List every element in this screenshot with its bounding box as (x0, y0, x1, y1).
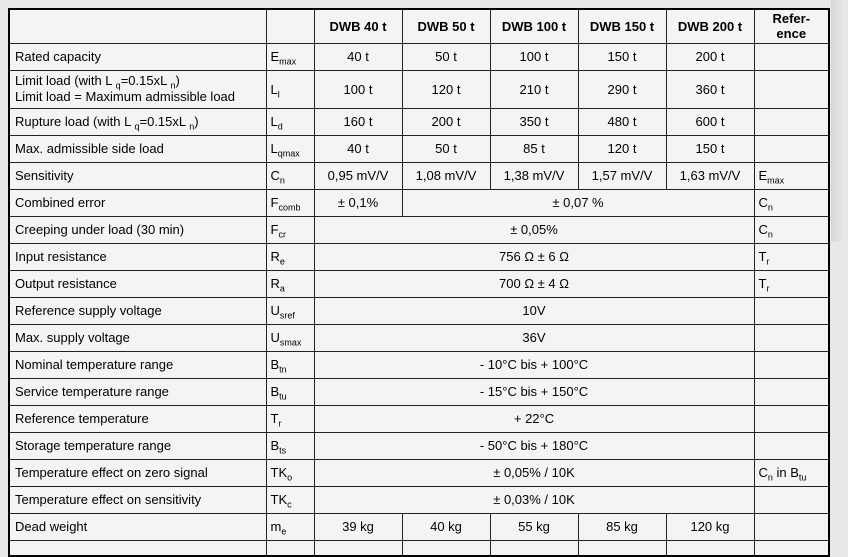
value-cell: ± 0,05% / 10K (314, 459, 754, 486)
spec-label-cell: Creeping under load (30 min) (9, 216, 266, 243)
value-cell: - 10°C bis + 100°C (314, 351, 754, 378)
value-cell: 360 t (666, 70, 754, 108)
spec-label-cell: Input resistance (9, 243, 266, 270)
spec-label-cell: Sensitivity (9, 162, 266, 189)
reference-header-cell: Refer- ence (754, 9, 829, 43)
value-cell: 120 kg (666, 513, 754, 540)
reference-cell: $C_n$ (754, 189, 829, 216)
spec-row (9, 216, 829, 243)
value-cell: 100 t (490, 43, 578, 70)
value-cell: ± 0,05% (314, 216, 754, 243)
spec-row (9, 108, 829, 135)
spec-label-cell: Reference supply voltage (9, 297, 266, 324)
value-cell: 1,63 mV/V (666, 162, 754, 189)
reference-cell: $C_n$ (754, 216, 829, 243)
value-cell: 200 t (666, 43, 754, 70)
empty-cell (314, 540, 402, 556)
empty-cell (266, 540, 314, 556)
empty-cell (402, 540, 490, 556)
spec-table-body (9, 43, 829, 556)
value-cell: 756 Ω ± 6 Ω (314, 243, 754, 270)
value-cell: 39 kg (314, 513, 402, 540)
value-cell: 150 t (578, 43, 666, 70)
spec-label-cell: Max. supply voltage (9, 324, 266, 351)
empty-cell (754, 540, 829, 556)
spec-row (9, 297, 829, 324)
spec-label-cell: Output resistance (9, 270, 266, 297)
value-cell: 10V (314, 297, 754, 324)
spec-row (9, 324, 829, 351)
symbol-cell: $TK_o$ (266, 459, 314, 486)
spec-label-cell: Limit load (with L $_q$=0.15xL $_n$) Limit load = Maximum admissible load (9, 70, 266, 108)
spec-table-header (9, 9, 829, 43)
spec-row (9, 486, 829, 513)
value-cell: - 15°C bis + 150°C (314, 378, 754, 405)
symbol-header-cell (266, 9, 314, 43)
spec-row (9, 405, 829, 432)
spec-label-cell: Storage temperature range (9, 432, 266, 459)
value-cell: 50 t (402, 135, 490, 162)
spec-label-cell: Max. admissible side load (9, 135, 266, 162)
value-cell: 600 t (666, 108, 754, 135)
page-edge-shadow (831, 0, 842, 242)
spec-label-cell: Temperature effect on zero signal (9, 459, 266, 486)
spec-row (9, 432, 829, 459)
value-cell: 480 t (578, 108, 666, 135)
reference-cell: $T_r$ (754, 243, 829, 270)
reference-cell (754, 297, 829, 324)
symbol-cell: $C_n$ (266, 162, 314, 189)
empty-cell (578, 540, 666, 556)
empty-cell (490, 540, 578, 556)
model-header-cell: DWB 40 t (314, 9, 402, 43)
value-cell: ± 0,1% (314, 189, 402, 216)
value-cell: 85 t (490, 135, 578, 162)
spec-row (9, 70, 829, 108)
reference-cell (754, 70, 829, 108)
value-cell: 350 t (490, 108, 578, 135)
spec-label-cell: Rupture load (with L $_q$=0.15xL $_n$) (9, 108, 266, 135)
reference-cell: $T_r$ (754, 270, 829, 297)
model-header-cell: DWB 100 t (490, 9, 578, 43)
spec-row (9, 270, 829, 297)
symbol-cell: $U_{sref}$ (266, 297, 314, 324)
spec-label-cell: Combined error (9, 189, 266, 216)
symbol-cell: $R_e$ (266, 243, 314, 270)
symbol-cell: $U_{smax}$ (266, 324, 314, 351)
symbol-cell: $L_{qmax}$ (266, 135, 314, 162)
value-cell: 1,57 mV/V (578, 162, 666, 189)
symbol-cell: $B_{tn}$ (266, 351, 314, 378)
spec-row (9, 378, 829, 405)
partial-row (9, 540, 829, 556)
reference-cell (754, 486, 829, 513)
symbol-cell: $L_l$ (266, 70, 314, 108)
value-cell: 40 kg (402, 513, 490, 540)
value-cell: 1,08 mV/V (402, 162, 490, 189)
spec-row (9, 459, 829, 486)
value-cell: 290 t (578, 70, 666, 108)
model-header-cell: DWB 150 t (578, 9, 666, 43)
value-cell: 36V (314, 324, 754, 351)
empty-cell (666, 540, 754, 556)
spec-label-cell: Service temperature range (9, 378, 266, 405)
reference-cell (754, 351, 829, 378)
spec-table (8, 8, 830, 557)
model-header-cell: DWB 50 t (402, 9, 490, 43)
spec-row (9, 189, 829, 216)
reference-cell (754, 513, 829, 540)
value-cell: 700 Ω ± 4 Ω (314, 270, 754, 297)
reference-cell: $C_n$ in $B_{tu}$ (754, 459, 829, 486)
spec-label-cell: Dead weight (9, 513, 266, 540)
spec-label-cell: Reference temperature (9, 405, 266, 432)
reference-cell (754, 135, 829, 162)
spec-label-cell: Temperature effect on sensitivity (9, 486, 266, 513)
reference-cell (754, 378, 829, 405)
symbol-cell: $F_{cr}$ (266, 216, 314, 243)
value-cell: 150 t (666, 135, 754, 162)
value-cell: 1,38 mV/V (490, 162, 578, 189)
value-cell: 120 t (578, 135, 666, 162)
symbol-cell: $B_{tu}$ (266, 378, 314, 405)
empty-cell (9, 540, 266, 556)
reference-cell (754, 43, 829, 70)
symbol-cell: $m_e$ (266, 513, 314, 540)
value-cell: 40 t (314, 135, 402, 162)
reference-cell (754, 324, 829, 351)
value-cell: 160 t (314, 108, 402, 135)
value-cell: 100 t (314, 70, 402, 108)
symbol-cell: $E_{max}$ (266, 43, 314, 70)
value-cell: 50 t (402, 43, 490, 70)
value-cell: ± 0,07 % (402, 189, 754, 216)
spec-row (9, 351, 829, 378)
value-cell: - 50°C bis + 180°C (314, 432, 754, 459)
value-cell: 210 t (490, 70, 578, 108)
spec-row (9, 162, 829, 189)
label-header-cell (9, 9, 266, 43)
spec-row (9, 243, 829, 270)
reference-cell (754, 405, 829, 432)
value-cell: 40 t (314, 43, 402, 70)
symbol-cell: $T_r$ (266, 405, 314, 432)
symbol-cell: $F_{comb}$ (266, 189, 314, 216)
spec-row (9, 135, 829, 162)
spec-row (9, 513, 829, 540)
symbol-cell: $TK_c$ (266, 486, 314, 513)
reference-cell (754, 432, 829, 459)
value-cell: 200 t (402, 108, 490, 135)
value-cell: 55 kg (490, 513, 578, 540)
value-cell: + 22°C (314, 405, 754, 432)
spec-row (9, 43, 829, 70)
value-cell: 120 t (402, 70, 490, 108)
spec-label-cell: Rated capacity (9, 43, 266, 70)
value-cell: ± 0,03% / 10K (314, 486, 754, 513)
reference-cell: $E_{max}$ (754, 162, 829, 189)
model-header-cell: DWB 200 t (666, 9, 754, 43)
spec-label-cell: Nominal temperature range (9, 351, 266, 378)
symbol-cell: $B_{ts}$ (266, 432, 314, 459)
reference-cell (754, 108, 829, 135)
value-cell: 85 kg (578, 513, 666, 540)
symbol-cell: $L_d$ (266, 108, 314, 135)
header-row (9, 9, 829, 43)
value-cell: 0,95 mV/V (314, 162, 402, 189)
symbol-cell: $R_a$ (266, 270, 314, 297)
